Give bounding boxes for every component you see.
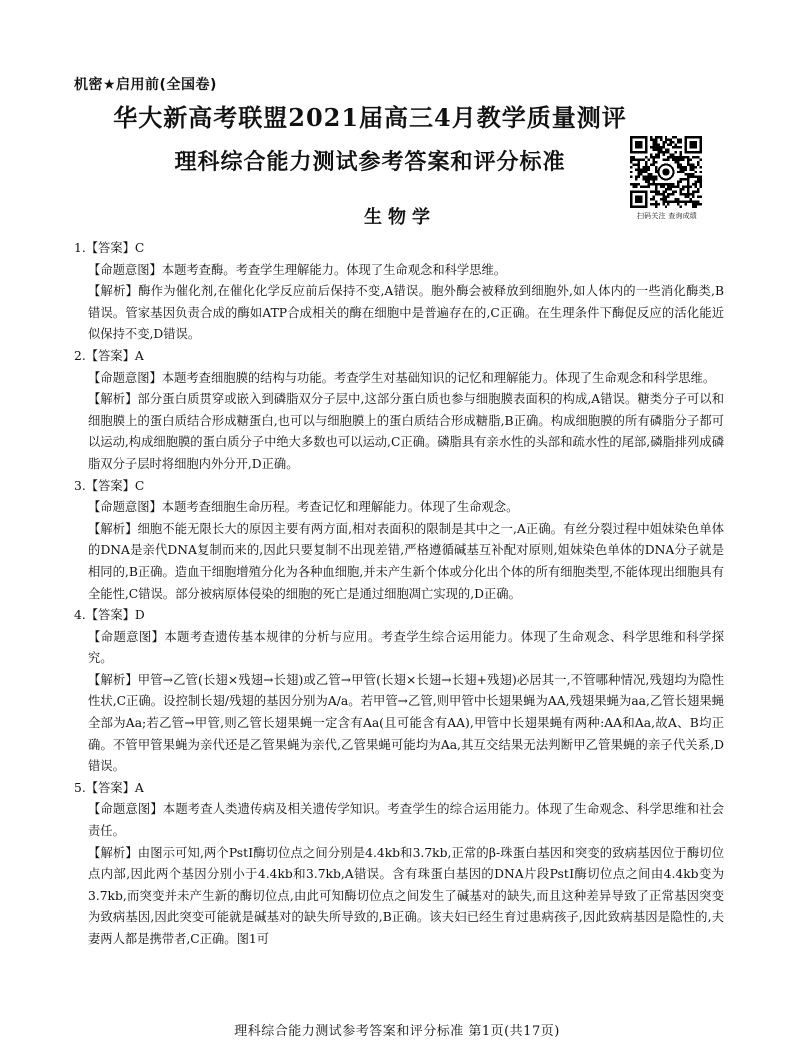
answer-heading: 1.【答案】C <box>74 241 145 255</box>
analysis-paragraph: 【解析】部分蛋白质贯穿或嵌入到磷脂双分子层中,这部分蛋白质也参与细胞膜表面积的构成,A错误。糖类分子可以和细胞膜上的蛋白质结合形成糖蛋白,也可以与细胞膜上的蛋白质结合形成糖脂,B正确。构成细胞膜的所有磷脂分子都可以运动,构成细胞膜的蛋白质分子中绝大多数也可以运动,C正确。磷脂具有亲水性的头部和疏水性的尾部,磷脂排列成磷脂双分子层时将细胞内外分开,D正确。 <box>88 392 724 471</box>
intent-paragraph: 【命题意图】本题考查遗传基本规律的分析与应用。考查学生综合运用能力。体现了生命观念、科学思维和科学探究。 <box>88 629 724 666</box>
answer-content <box>74 238 724 951</box>
answer-heading: 3.【答案】C <box>74 478 145 493</box>
qr-block[interactable] <box>630 136 704 221</box>
answer-heading: 4.【答案】D <box>74 608 145 623</box>
analysis-paragraph: 【解析】酶作为催化剂,在催化化学反应前后保持不变,A错误。胞外酶会被释放到细胞外,如人体内的一些消化酶类,B错误。管家基因负责合成的酶如ATP合成相关的酶在细胞中是普遍存在的,C正确。在生理条件下酶促反应的活化能近似保持不变,D错误。 <box>88 284 724 342</box>
qr-code-icon[interactable] <box>630 136 702 208</box>
analysis-paragraph: 【解析】细胞不能无限长大的原因主要有两方面,相对表面积的限制是其中之一,A正确。有丝分裂过程中姐妹染色单体的DNA是亲代DNA复制而来的,因此只要复制不出现差错,严格遵循碱基互补配对原则,姐妹染色单体的DNA分子就是相同的,B正确。造血干细胞增殖分化为各种血细胞,并未产生新个体或分化出个体的所有细胞类型,不能体现出细胞具有全能性,C错误。部分被病原体侵染的细胞的死亡是通过细胞凋亡实现的,D正确。 <box>88 521 724 601</box>
confidential-label: 机密★启用前(全国卷) <box>74 77 217 93</box>
qr-caption: 扫码关注 查询成绩 <box>636 212 698 220</box>
question-block <box>74 778 724 951</box>
intent-paragraph: 【命题意图】本题考查酶。考查学生理解能力。体现了生命观念和科学思维。 <box>88 262 507 277</box>
intent-paragraph: 【命题意图】本题考查细胞生命历程。考查记忆和理解能力。体现了生命观念。 <box>88 500 519 515</box>
answer-heading: 5.【答案】A <box>74 780 144 795</box>
question-block <box>74 346 724 476</box>
question-block <box>74 476 724 606</box>
exam-title: 华大新高考联盟2021届高三4月教学质量测评 <box>113 103 627 132</box>
page-footer: 理科综合能力测试参考答案和评分标准 第1页(共17页) <box>234 1024 560 1039</box>
intent-paragraph: 【命题意图】本题考查人类遗传病及相关遗传学知识。考查学生的综合运用能力。体现了生命观念、科学思维和社会责任。 <box>88 802 724 839</box>
subject-heading: 生物学 <box>364 207 436 228</box>
question-block <box>74 238 724 346</box>
intent-paragraph: 【命题意图】本题考查细胞膜的结构与功能。考查学生对基础知识的记忆和理解能力。体现了生命观念和科学思维。 <box>88 370 716 385</box>
document-title: 理科综合能力测试参考答案和评分标准 <box>174 150 566 175</box>
answer-heading: 2.【答案】A <box>74 348 144 363</box>
question-block <box>74 605 724 778</box>
analysis-paragraph: 【解析】甲管→乙管(长翅×残翅→长翅)或乙管→甲管(长翅×长翅→长翅+残翅)必居其一,不管哪种情况,残翅均为隐性性状,C正确。设控制长翅/残翅的基因分别为A/a。若甲管→乙管,则甲管中长翅果蝇为AA,残翅果蝇为aa,乙管长翅果蝇全部为Aa;若乙管→甲管,则乙管长翅果蝇一定含有Aa(且可能含有AA),甲管中长翅果蝇有两种:AA和Aa,故A、B均正确。不管甲管果蝇为亲代还是乙管果蝇为亲代,乙管果蝇可能均为Aa,其互交结果无法判断甲乙管果蝇的亲子代关系,D错误。 <box>88 672 724 774</box>
analysis-paragraph: 【解析】由图示可知,两个PstⅠ酶切位点之间分别是4.4kb和3.7kb,正常的β-珠蛋白基因和突变的致病基因位于酶切位点内部,因此两个基因分别小于4.4kb和3.7kb,A错误。含有珠蛋白基因的DNA片段PstⅠ酶切位点之间由4.4kb变为3.7kb,而突变并未产生新的酶切位点,由此可知酶切位点之间发生了碱基对的缺失,而且这种差异导致了正常基因突变为致病基因,因此突变可能就是碱基对的缺失所导致的,B正确。该夫妇已经生育过患病孩子,因此致病基因是隐性的,夫妻两人都是携带者,C正确。图1可 <box>88 845 724 946</box>
